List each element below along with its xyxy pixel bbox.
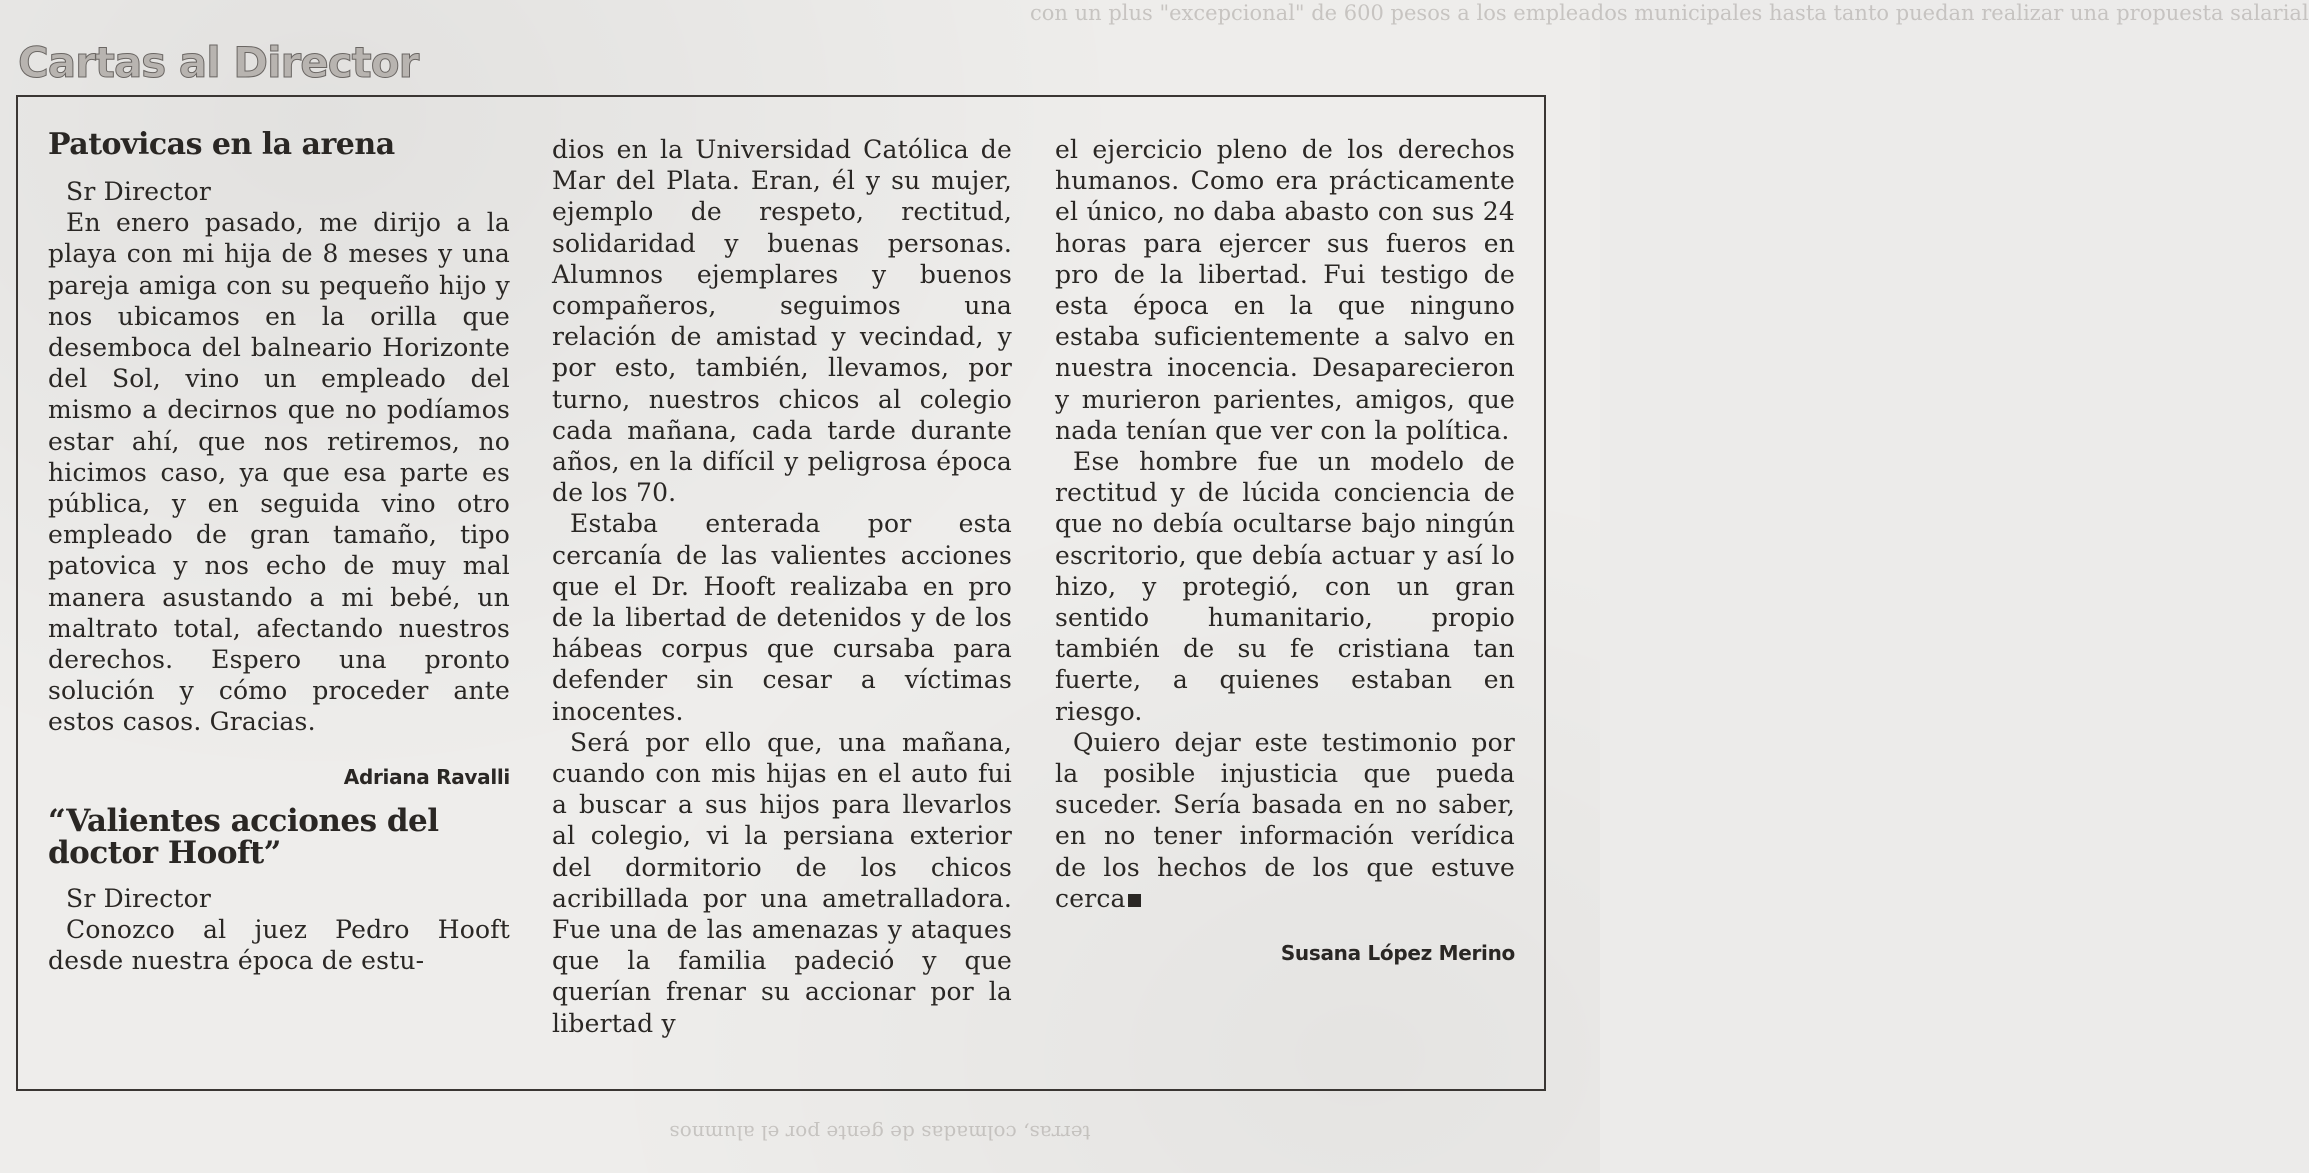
letter2-paragraph-1-continued: dios en la Universidad Católica de Mar del Plata. Eran, él y su mujer, ejemplo de respeto, rectitud, solidaridad y buenas personas. Alumnos ejemplares y buenos compañeros, seguimos una relación de amistad y vecindad, y por esto, también, llevamos, por turno, nuestros chicos al colegio cada mañana, cada tarde durante años, en la difícil y peligrosa época de los 70. — [552, 135, 1012, 508]
letter2-paragraph-5 — [1055, 727, 1515, 914]
letter2-paragraph-3-start: Será por ello que, una mañana, cuando con mis hijas en el auto fui a buscar a sus hijos para llevarlos al colegio, vi la persiana exterior del dormitorio de los chicos acribillada por una ametralladora. Fue una de las amenazas y ataques que la familia padeció y que querían frenar su accionar por la libertad y — [552, 727, 1012, 1038]
letter2-salutation: Sr Director — [66, 883, 212, 913]
letter2-paragraph-5-text: Quiero dejar este testimonio por la posible injusticia que pueda suceder. Sería basada en no saber, en no tener información verídica de los hechos de los que estuve cerca — [1055, 727, 1515, 913]
letter1-headline: Patovicas en la arena — [48, 127, 395, 162]
letter1-signature: Adriana Ravalli — [343, 764, 510, 789]
bleed-through-text-top: con un plus "excepcional" de 600 pesos a los empleados municipales hasta tanto puedan realizar una propuesta salarial — [1030, 1, 2309, 25]
bleed-through-text-bottom: terras, colmadas de gente por el alumnos — [669, 1121, 1091, 1145]
column-1 — [48, 128, 510, 976]
letter2-paragraph-1-start: Conozco al juez Pedro Hooft desde nuestra época de estu- — [48, 915, 510, 976]
section-title: Cartas al Director — [18, 38, 419, 87]
column-2 — [552, 134, 1012, 1039]
letter1-body: En enero pasado, me dirijo a la playa con mi hija de 8 meses y una pareja amiga con su pequeño hijo y nos ubicamos en la orilla que desemboca del balneario Horizonte del Sol, vino un empleado del mismo a decirnos que no podíamos estar ahí, que nos retiremos, no hicimos caso, ya que esa parte es pública, y en seguida vino otro empleado de gran tamaño, tipo patovica y nos echo de muy mal manera asustando a mi bebé, un maltrato total, afectando nuestros derechos. Espero una pronto solución y cómo proceder ante estos casos. Gracias. — [48, 208, 510, 737]
letter2-signature: Susana López Merino — [1280, 941, 1515, 966]
letter2-paragraph-4: Ese hombre fue un modelo de rectitud y de lúcida conciencia de que no debía ocultarse bajo ningún escritorio, que debía actuar y así lo hizo, y protegió, con un gran sentido humanitario, propio también de su fe cristiana tan fuerte, a quienes estaban en riesgo. — [1055, 447, 1515, 726]
letter1-salutation: Sr Director — [66, 177, 212, 206]
letter2-paragraph-3-continued: el ejercicio pleno de los derechos humanos. Como era prácticamente el único, no daba abasto con sus 24 horas para ejercer sus fueros en pro de la libertad. Fui testigo de esta época en la que ninguno estaba suficientemente a salvo en nuestra inocencia. Desaparecieron y murieron parientes, amigos, que nada tenían que ver con la política. — [1055, 135, 1515, 445]
column-3 — [1055, 134, 1515, 981]
letter2-paragraph-2: Estaba enterada por esta cercanía de las valientes acciones que el Dr. Hooft realizaba en pro de la libertad de detenidos y de los hábeas corpus que cursaba para defender sin cesar a víctimas inocentes. — [552, 509, 1012, 726]
end-of-article-mark — [1128, 894, 1141, 907]
letter2-headline: “Valientes acciones del doctor Hooft” — [48, 802, 439, 871]
